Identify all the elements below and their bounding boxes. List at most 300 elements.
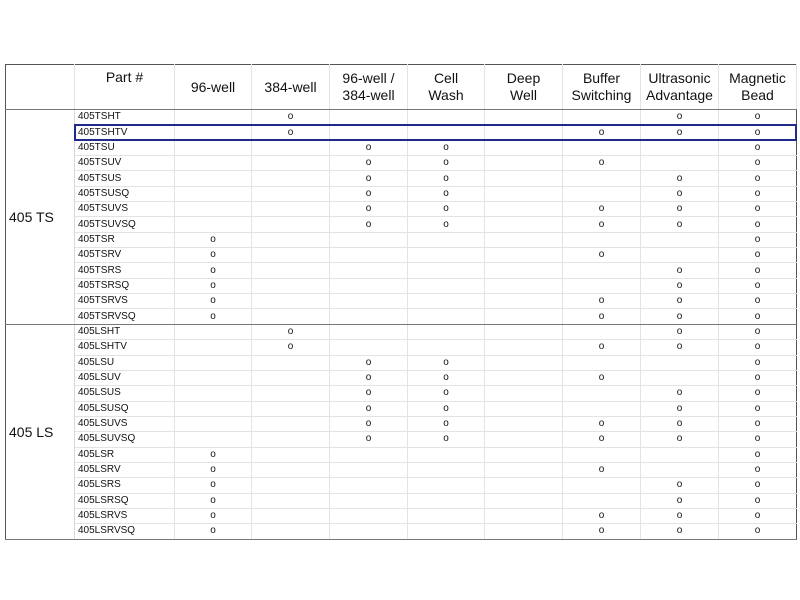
feature-empty-cell [563, 401, 641, 416]
part-number-cell: 405TSUSQ [75, 186, 175, 201]
feature-empty-cell [485, 248, 563, 263]
feature-header [719, 65, 797, 110]
feature-mark-cell: o [330, 370, 408, 385]
feature-mark-cell: o [330, 202, 408, 217]
feature-mark-cell: o [175, 462, 252, 477]
feature-empty-cell [563, 493, 641, 508]
table-row [6, 401, 797, 416]
table-row [6, 202, 797, 217]
feature-empty-cell [252, 232, 330, 247]
feature-mark-cell: o [563, 125, 641, 140]
feature-empty-cell [175, 125, 252, 140]
feature-mark-cell: o [330, 355, 408, 370]
feature-mark-cell: o [408, 156, 485, 171]
feature-empty-cell [252, 524, 330, 539]
feature-empty-cell [175, 401, 252, 416]
table-row [6, 294, 797, 309]
feature-mark-cell: o [641, 386, 719, 401]
feature-mark-cell: o [641, 186, 719, 201]
feature-empty-cell [330, 508, 408, 523]
part-number-cell: 405LSUVS [75, 416, 175, 431]
part-number-cell: 405LSRS [75, 478, 175, 493]
feature-mark-cell: o [719, 278, 797, 293]
feature-mark-cell: o [719, 355, 797, 370]
feature-empty-cell [485, 171, 563, 186]
feature-empty-cell [252, 386, 330, 401]
feature-empty-cell [330, 524, 408, 539]
feature-mark-cell: o [330, 416, 408, 431]
part-number-cell: 405LSRV [75, 462, 175, 477]
feature-mark-cell: o [563, 202, 641, 217]
feature-empty-cell [485, 263, 563, 278]
feature-empty-cell [485, 309, 563, 324]
feature-empty-cell [485, 232, 563, 247]
feature-empty-cell [408, 478, 485, 493]
feature-empty-cell [252, 493, 330, 508]
feature-mark-cell: o [719, 202, 797, 217]
feature-empty-cell [485, 478, 563, 493]
feature-mark-cell: o [719, 186, 797, 201]
table-row [6, 186, 797, 201]
feature-empty-cell [485, 140, 563, 155]
feature-empty-cell [252, 309, 330, 324]
feature-empty-cell [175, 340, 252, 355]
feature-empty-cell [641, 248, 719, 263]
feature-mark-cell: o [719, 524, 797, 539]
product-comparison-table-wrapper [5, 64, 796, 540]
feature-empty-cell [408, 508, 485, 523]
feature-mark-cell: o [641, 202, 719, 217]
feature-empty-cell [563, 140, 641, 155]
feature-mark-cell: o [641, 309, 719, 324]
feature-empty-cell [175, 432, 252, 447]
feature-mark-cell: o [641, 171, 719, 186]
feature-mark-cell: o [719, 232, 797, 247]
feature-mark-cell: o [719, 447, 797, 462]
feature-mark-cell: o [408, 217, 485, 232]
feature-mark-cell: o [252, 324, 330, 339]
feature-mark-cell: o [641, 110, 719, 125]
feature-mark-cell: o [719, 370, 797, 385]
part-number-cell: 405LSHTV [75, 340, 175, 355]
feature-mark-cell: o [719, 401, 797, 416]
feature-header [563, 65, 641, 110]
feature-mark-cell: o [330, 140, 408, 155]
feature-mark-cell: o [563, 416, 641, 431]
feature-empty-cell [408, 110, 485, 125]
feature-empty-cell [252, 416, 330, 431]
table-row [6, 171, 797, 186]
feature-mark-cell: o [408, 202, 485, 217]
feature-mark-cell: o [408, 186, 485, 201]
feature-empty-cell [175, 386, 252, 401]
feature-empty-cell [485, 508, 563, 523]
feature-mark-cell: o [641, 294, 719, 309]
part-number-cell: 405TSHTV [75, 125, 175, 140]
feature-mark-cell: o [719, 508, 797, 523]
feature-empty-cell [563, 324, 641, 339]
feature-mark-cell: o [641, 324, 719, 339]
feature-empty-cell [252, 462, 330, 477]
feature-empty-cell [641, 447, 719, 462]
feature-mark-cell: o [330, 217, 408, 232]
feature-empty-cell [408, 125, 485, 140]
part-number-cell: 405LSUS [75, 386, 175, 401]
part-number-cell: 405TSRS [75, 263, 175, 278]
feature-empty-cell [408, 447, 485, 462]
feature-mark-cell: o [719, 324, 797, 339]
table-row [6, 140, 797, 155]
feature-empty-cell [408, 462, 485, 477]
header-label-line: Bead [741, 87, 774, 103]
feature-mark-cell: o [563, 524, 641, 539]
feature-empty-cell [252, 202, 330, 217]
table-row [6, 493, 797, 508]
part-number-cell: 405TSU [75, 140, 175, 155]
header-label-line: Ultrasonic [648, 70, 711, 86]
feature-mark-cell: o [175, 493, 252, 508]
feature-mark-cell: o [330, 386, 408, 401]
feature-empty-cell [563, 478, 641, 493]
table-row [6, 125, 797, 140]
part-number-cell: 405TSUVSQ [75, 217, 175, 232]
feature-empty-cell [408, 263, 485, 278]
group-column-header [6, 65, 75, 110]
feature-mark-cell: o [641, 125, 719, 140]
feature-mark-cell: o [408, 416, 485, 431]
part-number-cell: 405LSUV [75, 370, 175, 385]
feature-empty-cell [330, 462, 408, 477]
feature-mark-cell: o [719, 140, 797, 155]
feature-mark-cell: o [641, 278, 719, 293]
table-row [6, 524, 797, 539]
header-label-line: Switching [571, 87, 632, 103]
feature-empty-cell [252, 263, 330, 278]
header-label-line: 384-well [342, 87, 395, 103]
feature-empty-cell [330, 232, 408, 247]
feature-empty-cell [175, 355, 252, 370]
feature-empty-cell [563, 263, 641, 278]
feature-empty-cell [252, 401, 330, 416]
table-row [6, 156, 797, 171]
feature-empty-cell [563, 232, 641, 247]
feature-empty-cell [330, 324, 408, 339]
table-row [6, 416, 797, 431]
part-number-cell: 405LSR [75, 447, 175, 462]
feature-mark-cell: o [330, 401, 408, 416]
feature-empty-cell [563, 278, 641, 293]
feature-mark-cell: o [330, 156, 408, 171]
feature-empty-cell [408, 248, 485, 263]
feature-mark-cell: o [719, 462, 797, 477]
table-row [6, 248, 797, 263]
feature-empty-cell [175, 370, 252, 385]
table-row [6, 232, 797, 247]
feature-empty-cell [330, 263, 408, 278]
feature-empty-cell [485, 432, 563, 447]
feature-header [330, 65, 408, 110]
feature-empty-cell [175, 416, 252, 431]
feature-mark-cell: o [719, 416, 797, 431]
feature-empty-cell [252, 248, 330, 263]
feature-empty-cell [563, 186, 641, 201]
feature-header [641, 65, 719, 110]
feature-empty-cell [485, 202, 563, 217]
feature-mark-cell: o [330, 171, 408, 186]
feature-empty-cell [641, 232, 719, 247]
feature-empty-cell [252, 156, 330, 171]
feature-mark-cell: o [719, 478, 797, 493]
table-row [6, 217, 797, 232]
feature-mark-cell: o [408, 432, 485, 447]
part-number-cell: 405LSHT [75, 324, 175, 339]
part-number-cell: 405LSUVSQ [75, 432, 175, 447]
feature-mark-cell: o [252, 110, 330, 125]
feature-header [485, 65, 563, 110]
table-row [6, 432, 797, 447]
feature-empty-cell [485, 416, 563, 431]
feature-empty-cell [485, 401, 563, 416]
feature-mark-cell: o [175, 232, 252, 247]
feature-empty-cell [252, 278, 330, 293]
header-label-line: 96-well [190, 78, 236, 95]
feature-empty-cell [563, 355, 641, 370]
feature-empty-cell [408, 278, 485, 293]
feature-empty-cell [485, 370, 563, 385]
feature-empty-cell [485, 340, 563, 355]
feature-mark-cell: o [175, 447, 252, 462]
feature-mark-cell: o [563, 462, 641, 477]
feature-empty-cell [252, 478, 330, 493]
feature-empty-cell [252, 217, 330, 232]
table-row [6, 478, 797, 493]
feature-empty-cell [408, 232, 485, 247]
feature-empty-cell [175, 110, 252, 125]
header-label-line: Magnetic [729, 70, 786, 86]
feature-empty-cell [330, 278, 408, 293]
feature-mark-cell: o [330, 186, 408, 201]
part-number-cell: 405TSRVS [75, 294, 175, 309]
feature-mark-cell: o [719, 110, 797, 125]
feature-empty-cell [563, 447, 641, 462]
feature-mark-cell: o [175, 478, 252, 493]
header-label-line: Buffer [582, 70, 621, 86]
feature-empty-cell [485, 493, 563, 508]
feature-mark-cell: o [719, 248, 797, 263]
feature-empty-cell [252, 432, 330, 447]
feature-mark-cell: o [719, 294, 797, 309]
feature-header [408, 65, 485, 110]
table-row [6, 386, 797, 401]
feature-mark-cell: o [175, 278, 252, 293]
header-label-line: 384-well [264, 78, 317, 95]
feature-empty-cell [485, 355, 563, 370]
part-number-cell: 405TSR [75, 232, 175, 247]
table-row [6, 278, 797, 293]
header-label-line: Cell [433, 70, 459, 86]
feature-mark-cell: o [719, 171, 797, 186]
table-row [6, 508, 797, 523]
header-label-line: Deep [506, 70, 541, 86]
part-number-cell: 405TSUV [75, 156, 175, 171]
feature-mark-cell: o [641, 401, 719, 416]
feature-mark-cell: o [408, 140, 485, 155]
feature-empty-cell [252, 508, 330, 523]
feature-mark-cell: o [641, 432, 719, 447]
header-label-line: 96-well / [342, 70, 395, 86]
product-comparison-table [5, 64, 797, 540]
feature-mark-cell: o [719, 493, 797, 508]
table-row [6, 340, 797, 355]
feature-mark-cell: o [175, 309, 252, 324]
feature-empty-cell [485, 125, 563, 140]
feature-empty-cell [252, 140, 330, 155]
feature-empty-cell [485, 462, 563, 477]
feature-mark-cell: o [641, 524, 719, 539]
feature-empty-cell [485, 156, 563, 171]
feature-empty-cell [641, 462, 719, 477]
feature-mark-cell: o [641, 340, 719, 355]
feature-empty-cell [485, 386, 563, 401]
feature-empty-cell [175, 217, 252, 232]
feature-empty-cell [641, 355, 719, 370]
group-label: 405 TS [6, 110, 75, 325]
feature-mark-cell: o [252, 340, 330, 355]
feature-mark-cell: o [563, 248, 641, 263]
table-row [6, 324, 797, 339]
feature-empty-cell [485, 324, 563, 339]
feature-mark-cell: o [252, 125, 330, 140]
feature-empty-cell [175, 324, 252, 339]
feature-empty-cell [485, 186, 563, 201]
feature-empty-cell [408, 524, 485, 539]
feature-mark-cell: o [719, 263, 797, 278]
feature-empty-cell [330, 248, 408, 263]
feature-empty-cell [175, 186, 252, 201]
feature-empty-cell [252, 294, 330, 309]
feature-mark-cell: o [563, 370, 641, 385]
part-number-cell: 405TSRV [75, 248, 175, 263]
feature-mark-cell: o [408, 401, 485, 416]
feature-empty-cell [563, 110, 641, 125]
table-row [6, 110, 797, 125]
feature-header [252, 65, 330, 110]
part-number-cell: 405TSHT [75, 110, 175, 125]
table-row [6, 462, 797, 477]
feature-mark-cell: o [563, 294, 641, 309]
feature-mark-cell: o [175, 294, 252, 309]
feature-mark-cell: o [408, 370, 485, 385]
feature-mark-cell: o [719, 432, 797, 447]
feature-mark-cell: o [719, 340, 797, 355]
feature-empty-cell [485, 278, 563, 293]
feature-mark-cell: o [641, 263, 719, 278]
header-label-line: Wash [428, 87, 464, 103]
table-body [6, 110, 797, 540]
feature-mark-cell: o [408, 355, 485, 370]
feature-empty-cell [408, 340, 485, 355]
feature-mark-cell: o [641, 217, 719, 232]
header-label-line: Advantage [646, 87, 713, 103]
feature-empty-cell [330, 478, 408, 493]
feature-mark-cell: o [175, 524, 252, 539]
feature-mark-cell: o [330, 432, 408, 447]
header-row [6, 65, 797, 110]
feature-mark-cell: o [563, 217, 641, 232]
feature-mark-cell: o [719, 125, 797, 140]
table-row [6, 370, 797, 385]
feature-mark-cell: o [719, 156, 797, 171]
part-number-cell: 405LSU [75, 355, 175, 370]
feature-mark-cell: o [175, 248, 252, 263]
feature-empty-cell [408, 309, 485, 324]
header-label-line: Well [510, 87, 537, 103]
feature-empty-cell [175, 202, 252, 217]
part-number-cell: 405LSRVS [75, 508, 175, 523]
part-number-cell: 405LSRSQ [75, 493, 175, 508]
feature-empty-cell [175, 171, 252, 186]
feature-empty-cell [252, 171, 330, 186]
feature-empty-cell [485, 294, 563, 309]
feature-header [175, 65, 252, 110]
feature-empty-cell [563, 386, 641, 401]
part-number-cell: 405TSUVS [75, 202, 175, 217]
feature-empty-cell [252, 355, 330, 370]
feature-mark-cell: o [175, 263, 252, 278]
feature-empty-cell [641, 140, 719, 155]
feature-mark-cell: o [408, 171, 485, 186]
feature-empty-cell [330, 294, 408, 309]
feature-empty-cell [408, 493, 485, 508]
table-row [6, 263, 797, 278]
part-number-cell: 405TSRSQ [75, 278, 175, 293]
feature-empty-cell [330, 125, 408, 140]
feature-mark-cell: o [719, 309, 797, 324]
feature-mark-cell: o [563, 508, 641, 523]
feature-mark-cell: o [641, 416, 719, 431]
feature-mark-cell: o [641, 493, 719, 508]
feature-mark-cell: o [719, 386, 797, 401]
feature-empty-cell [175, 156, 252, 171]
feature-mark-cell: o [641, 478, 719, 493]
feature-empty-cell [563, 171, 641, 186]
feature-empty-cell [641, 370, 719, 385]
part-number-cell: 405LSRVSQ [75, 524, 175, 539]
table-row [6, 355, 797, 370]
feature-empty-cell [252, 186, 330, 201]
feature-mark-cell: o [563, 156, 641, 171]
feature-empty-cell [330, 493, 408, 508]
feature-empty-cell [485, 524, 563, 539]
group-label: 405 LS [6, 324, 75, 539]
part-number-cell: 405LSUSQ [75, 401, 175, 416]
feature-empty-cell [330, 340, 408, 355]
feature-mark-cell: o [641, 508, 719, 523]
feature-empty-cell [408, 324, 485, 339]
feature-mark-cell: o [408, 386, 485, 401]
feature-empty-cell [330, 110, 408, 125]
table-header [6, 65, 797, 110]
feature-empty-cell [408, 294, 485, 309]
part-number-cell: 405TSRVSQ [75, 309, 175, 324]
feature-empty-cell [330, 309, 408, 324]
feature-empty-cell [252, 447, 330, 462]
feature-empty-cell [485, 217, 563, 232]
part-number-cell: 405TSUS [75, 171, 175, 186]
feature-mark-cell: o [175, 508, 252, 523]
part-number-header [75, 65, 175, 110]
feature-mark-cell: o [719, 217, 797, 232]
